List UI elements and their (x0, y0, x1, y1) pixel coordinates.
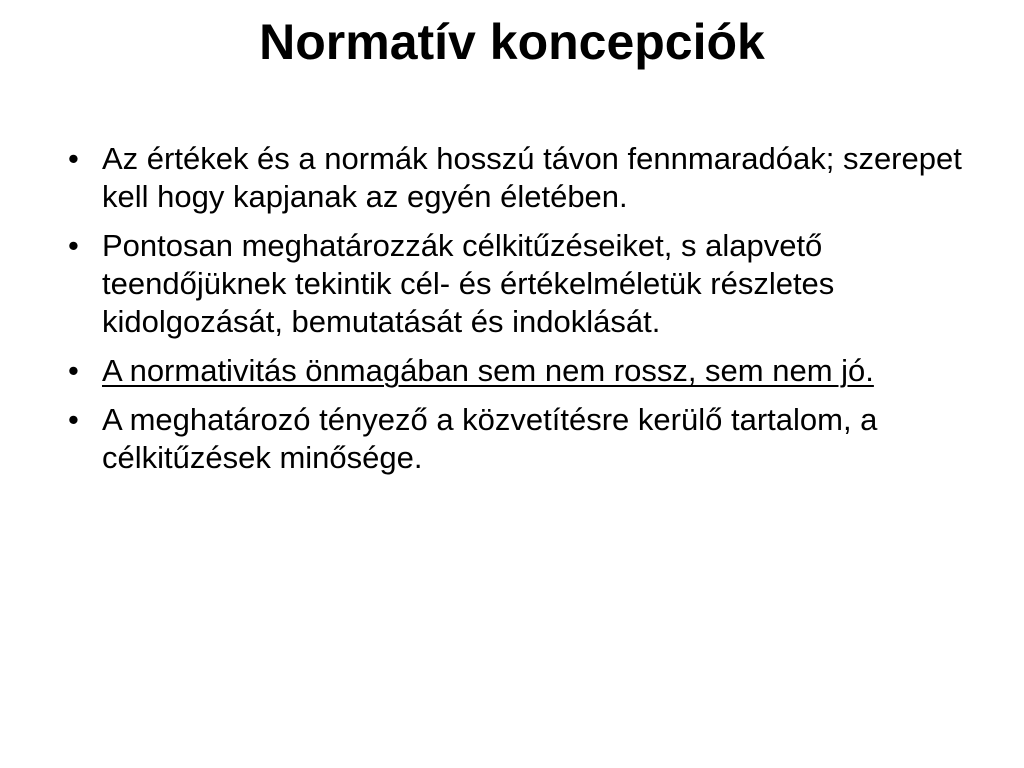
bullet-text-underlined: A normativitás önmagában sem nem rossz, sem nem jó. (102, 353, 874, 388)
bullet-text: Pontosan meghatározzák célkitűzéseiket, s alapvető teendőjüknek tekintik cél- és értékelméletük részletes kidolgozását, bemutatását és indoklását. (102, 228, 835, 339)
bullet-icon: • (68, 353, 79, 388)
bullet-item (60, 401, 980, 477)
slide-title: Normatív koncepciók (259, 14, 765, 70)
bullet-icon: • (68, 402, 79, 437)
bullet-text: A meghatározó tényező a közvetítésre kerülő tartalom, a célkitűzések minősége. (102, 402, 878, 475)
bullet-text: Az értékek és a normák hosszú távon fennmaradóak; szerepet kell hogy kapjanak az egyén életében. (102, 141, 962, 214)
bullet-item (60, 140, 980, 216)
bullet-item (60, 352, 980, 390)
bullet-icon: • (68, 141, 79, 176)
bullet-item (60, 227, 980, 341)
bullet-list (60, 140, 980, 488)
bullet-icon: • (68, 228, 79, 263)
